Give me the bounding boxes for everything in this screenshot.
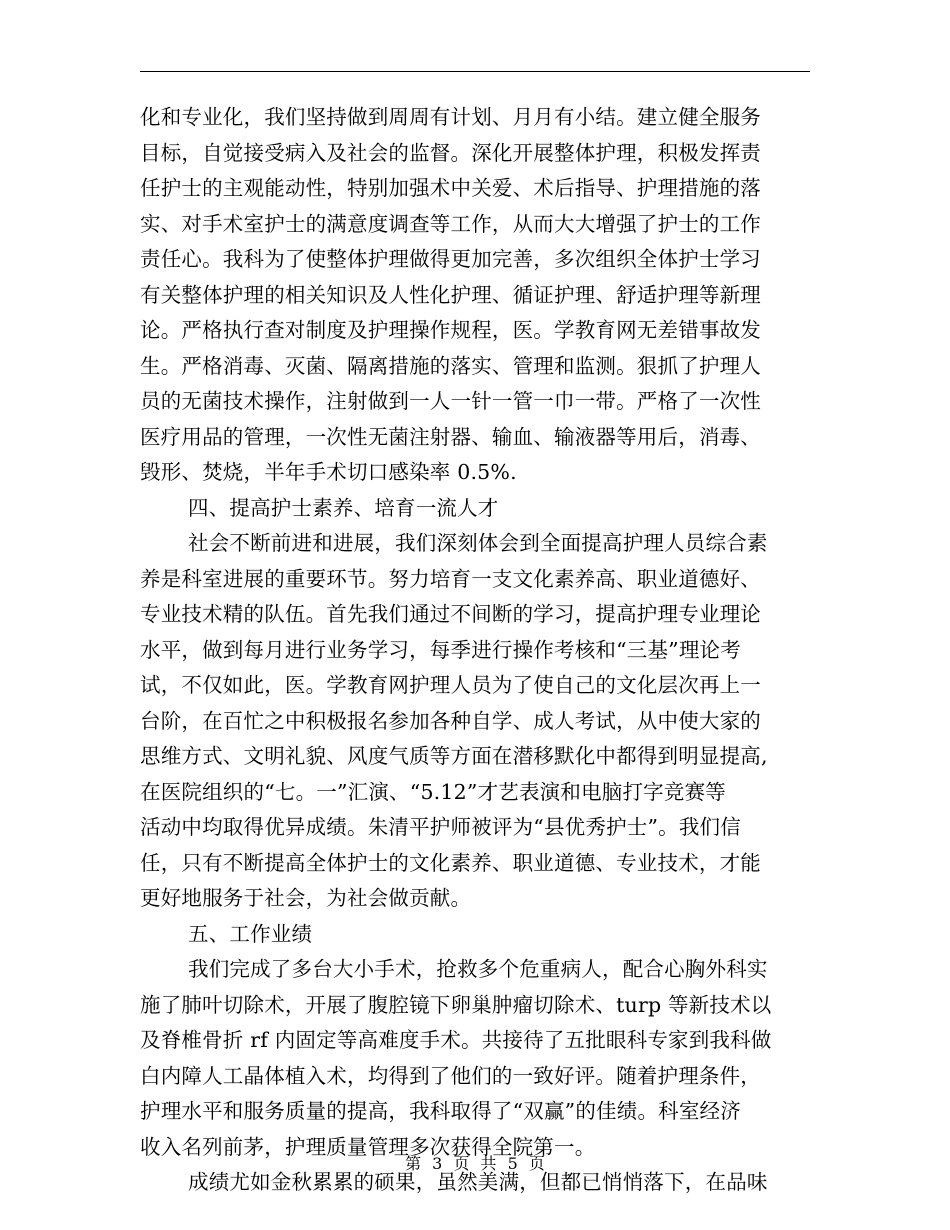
- text-line: 台阶，在百忙之中积极报名参加各种自学、成人考试，从中使大家的: [140, 708, 761, 733]
- page-footer: 第 3 页 共 5 页: [405, 1154, 545, 1173]
- text-line: 五、工作业绩: [188, 921, 313, 946]
- text-line: 在医院组织的“七。一”汇演、“5.12”才艺表演和电脑打字竞赛等: [140, 779, 726, 804]
- text-line: 四、提高护士素养、培育一流人才: [188, 495, 499, 520]
- text-line: 任，只有不断提高全体护士的文化素养、职业道德、专业技术，才能: [140, 850, 761, 875]
- text-line: 任护士的主观能动性，特别加强术中关爱、术后指导、护理措施的落: [140, 176, 761, 200]
- text-line: 成绩尤如金秋累累的硕果，虽然美满，但都已悄悄落下，在品味: [188, 1170, 768, 1194]
- text-line: 实、对手术室护士的满意度调查等工作，从而大大增强了护士的工作: [140, 211, 761, 236]
- text-line: 责任心。我科为了使整体护理做得更加完善，多次组织全体护士学习: [140, 247, 761, 271]
- document-body: [140, 100, 810, 1201]
- text-line: 医疗用品的管理，一次性无菌注射器、输血、输液器等用后，消毒、: [140, 424, 761, 449]
- text-line: 思维方式、文明礼貌、风度气质等方面在潜移默化中都得到明显提高,: [140, 744, 768, 768]
- header-rule: [140, 71, 810, 72]
- text-line: 有关整体护理的相关知识及人性化护理、循证护理、舒适护理等新理: [140, 282, 761, 307]
- text-line: 生。严格消毒、灭菌、隔离措施的落实、管理和监测。狠抓了护理人: [140, 353, 761, 378]
- text-line: 水平，做到每月进行业务学习，每季进行操作考核和“三基”理论考: [140, 637, 741, 662]
- text-line: 化和专业化，我们坚持做到周周有计划、月月有小结。建立健全服务: [140, 105, 761, 129]
- text-line: 及脊椎骨折 rf 内固定等高难度手术。共接待了五批眼科专家到我科做: [140, 1028, 772, 1052]
- text-line: 员的无菌技术操作，注射做到一人一针一管一巾一带。严格了一次性: [140, 389, 761, 413]
- text-line: 专业技术精的队伍。首先我们通过不间断的学习，提高护理专业理论: [140, 602, 761, 626]
- text-line: 活动中均取得优异成绩。朱清平护师被评为“县优秀护士”。我们信: [140, 815, 741, 839]
- text-line: 白内障人工晶体植入术，均得到了他们的一致好评。随着护理条件，: [140, 1063, 761, 1088]
- text-line: 养是科室进展的重要环节。努力培育一支文化素养高、职业道德好、: [140, 566, 761, 591]
- text-line: 护理水平和服务质量的提高，我科取得了“双赢”的佳绩。科室经济: [140, 1099, 741, 1123]
- text-line: 目标，自觉接受病入及社会的监督。深化开展整体护理，积极发挥责: [140, 140, 761, 165]
- text-line: 毁形、焚烧，半年手术切口感染率 0.5%.: [140, 460, 517, 484]
- text-line: 施了肺叶切除术，开展了腹腔镜下卵巢肿瘤切除术、turp 等新技术以: [140, 992, 772, 1017]
- text-line: 更好地服务于社会，为社会做贡献。: [140, 886, 472, 910]
- text-line: 我们完成了多台大小手术，抢救多个危重病人，配合心胸外科实: [188, 957, 768, 981]
- text-line: 论。严格执行查对制度及护理操作规程，医。学教育网无差错事故发: [140, 318, 761, 342]
- text-line: 试，不仅如此，医。学教育网护理人员为了使自己的文化层次再上一: [140, 673, 761, 697]
- text-line: 收入名列前茅，护理质量管理多次获得全院第一。: [140, 1134, 596, 1159]
- text-line: 社会不断前进和进展，我们深刻体会到全面提高护理人员综合素: [188, 531, 768, 555]
